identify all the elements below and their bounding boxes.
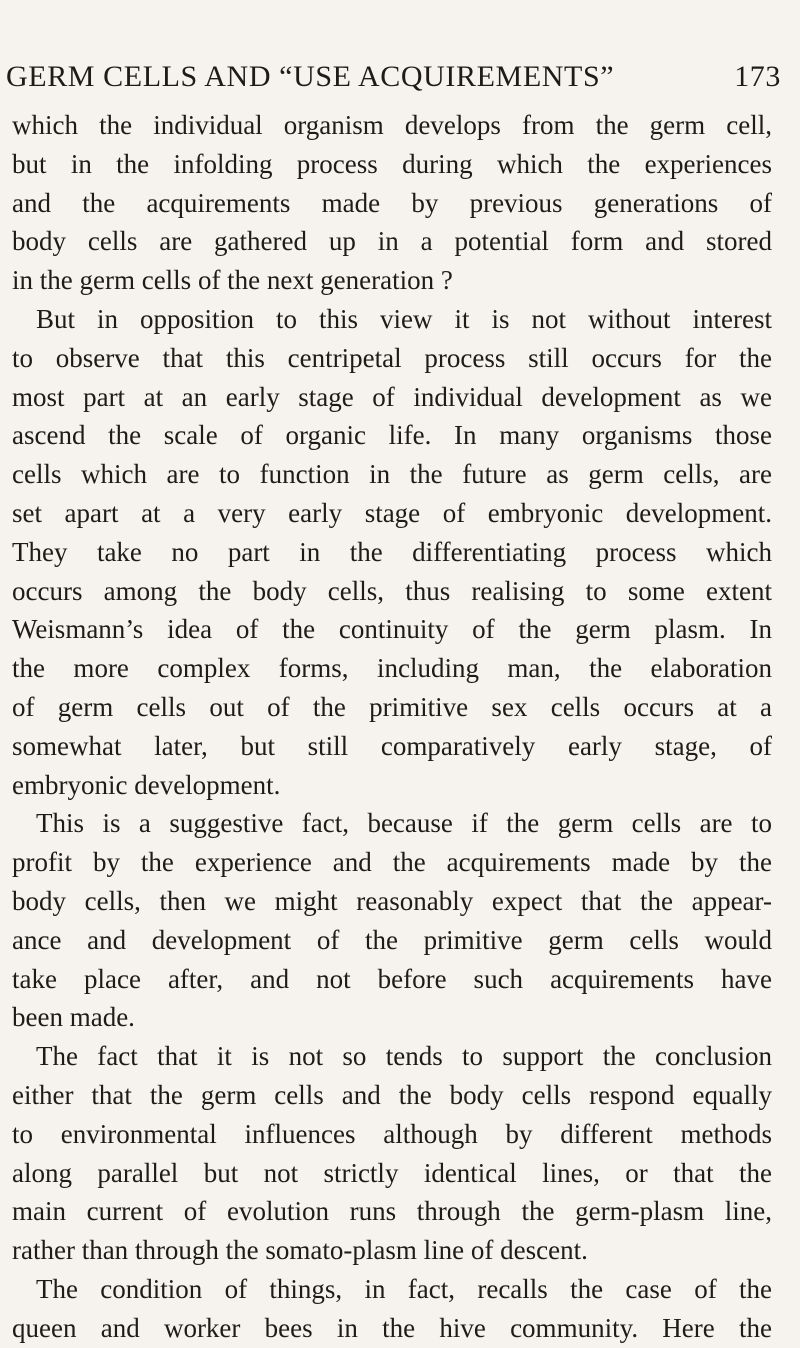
text-line: embryonic development. [12, 769, 281, 800]
text-line: set apart at a very early stage of embryonic development. [12, 497, 772, 528]
text-line: somewhat later, but still comparatively early stage, of [12, 730, 772, 761]
text-line: either that the germ cells and the body cells respond equally [12, 1079, 772, 1110]
text-line: But in opposition to this view it is not without interest [36, 303, 772, 334]
running-head [6, 60, 781, 100]
text-line: of germ cells out of the primitive sex cells occurs at a [12, 691, 772, 722]
page-number: 173 [734, 60, 781, 93]
text-line: the more complex forms, including man, the elaboration [12, 653, 772, 684]
text-line: body cells, then we might reasonably expect that the appear- [12, 885, 772, 916]
text-line: along parallel but not strictly identical lines, or that the [12, 1157, 772, 1188]
text-line: The fact that it is not so tends to support the conclusion [36, 1041, 772, 1072]
text-line: queen and worker bees in the hive community. Here the [12, 1312, 772, 1343]
text-line: most part at an early stage of individual development as we [12, 381, 772, 412]
text-line: ascend the scale of organic life. In many organisms those [12, 420, 772, 451]
text-line: They take no part in the differentiating process which [12, 536, 772, 567]
text-line: occurs among the body cells, thus realising to some extent [12, 575, 772, 606]
text-line: to environmental influences although by different methods [12, 1118, 772, 1149]
text-line: in the germ cells of the next generation ? [12, 265, 453, 296]
text-line: This is a suggestive fact, because if the germ cells are to [36, 808, 772, 839]
running-title: GERM CELLS AND “USE ACQUIREMENTS” [6, 60, 615, 93]
text-line: ance and development of the primitive germ cells would [12, 924, 772, 955]
text-line: take place after, and not before such acquirements have [12, 963, 772, 994]
text-line: cells which are to function in the future as germ cells, are [12, 459, 772, 490]
text-line: which the individual organism develops from the germ cell, [12, 110, 772, 140]
text-line: and the acquirements made by previous generations of [12, 187, 772, 218]
text-line: main current of evolution runs through the germ-plasm line, [12, 1196, 772, 1227]
text-line: but in the infolding process during which the experiences [12, 148, 772, 179]
text-line: to observe that this centripetal process still occurs for the [12, 342, 772, 373]
text-line: been made. [12, 1002, 135, 1033]
text-line: profit by the experience and the acquirements made by the [12, 847, 772, 878]
text-line: The condition of things, in fact, recalls the case of the [36, 1273, 772, 1304]
body-text [12, 106, 772, 1348]
text-line: rather than through the somato-plasm line of descent. [12, 1235, 588, 1266]
text-line: Weismann’s idea of the continuity of the germ plasm. In [12, 614, 772, 645]
text-line: body cells are gathered up in a potential form and stored [12, 226, 772, 257]
